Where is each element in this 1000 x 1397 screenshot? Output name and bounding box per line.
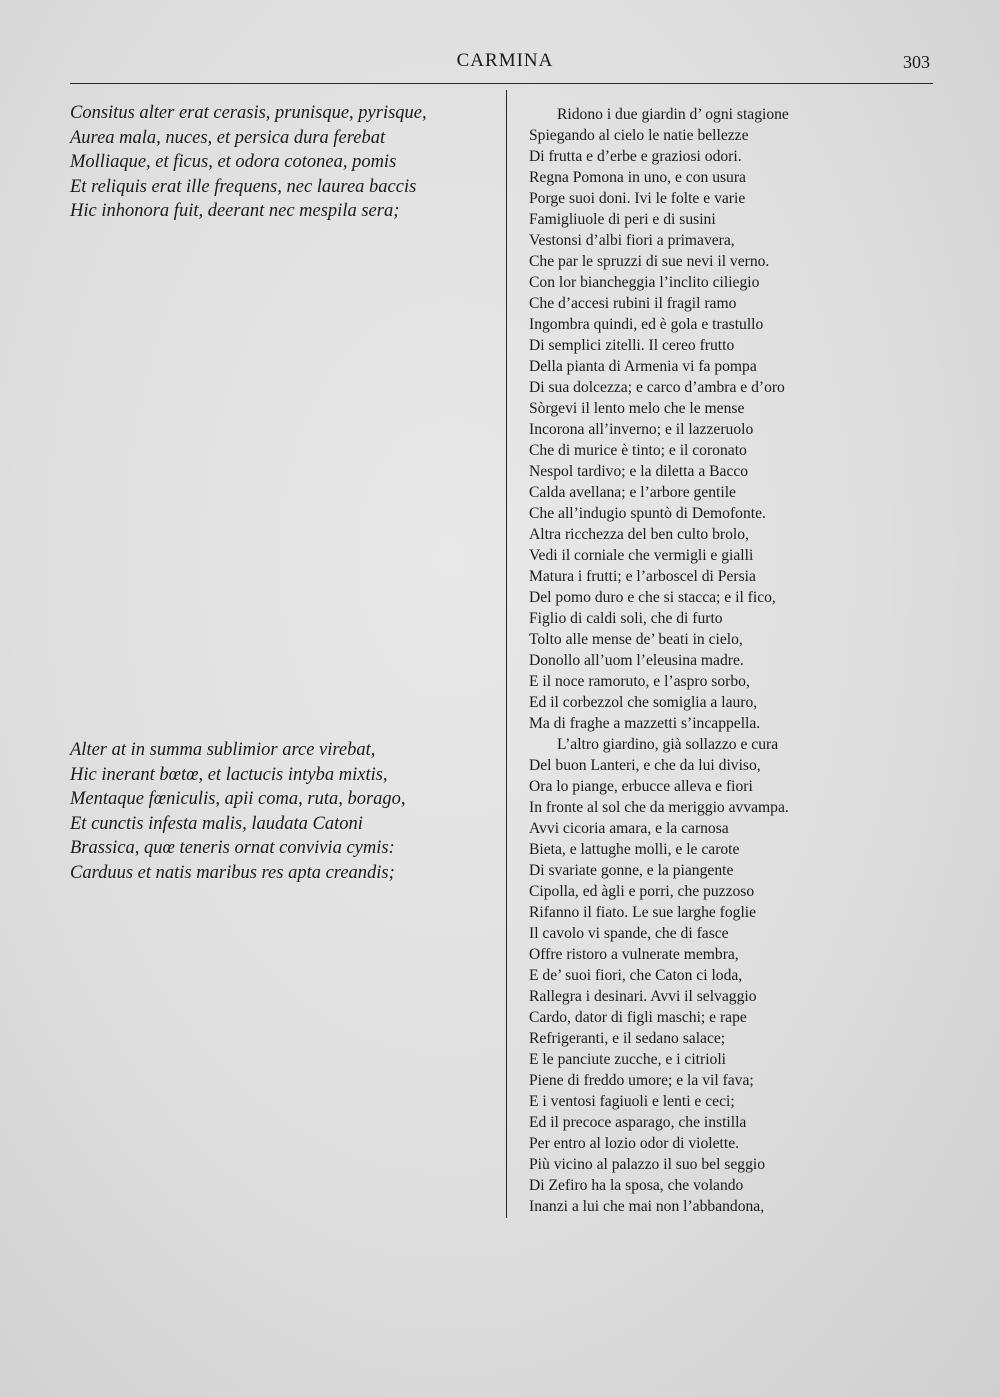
verse-line: Più vicino al palazzo il suo bel seggio [529,1156,766,1173]
running-title: CARMINA [456,50,554,71]
verse-line: Carduus et natis maribus res apta creandis; [70,862,395,883]
verse-line: Inanzi a lui che mai non l’abbandona, [529,1198,765,1215]
verse-line: Per entro al lozio odor di violette. [529,1135,740,1152]
verse-line: Cipolla, ed àgli e porri, che puzzoso [529,883,755,900]
verse-line: Che all’indugio spuntò di Demofonte. [529,505,766,522]
verse-line: Mentaque fœniculis, apii coma, ruta, borago, [70,789,406,809]
verse-line: L’altro giardino, già sollazzo e cura [557,736,779,753]
verse-line: Molliaque, et ficus, et odora cotonea, pomis [70,152,397,172]
verse-line: Consitus alter erat cerasis, prunisque, pyrisque, [70,103,427,123]
page-number: 303 [903,52,930,72]
verse-line: E i ventosi fagiuoli e lenti e ceci; [529,1093,735,1110]
verse-line: Di Zefiro ha la sposa, che volando [529,1177,744,1194]
verse-line: Ed il precoce asparago, che instilla [529,1114,747,1131]
verse-line: Che par le spruzzi di sue nevi il verno. [529,253,770,270]
verse-line: Hic inerant bœtœ, et lactucis intyba mixtis, [70,764,388,785]
verse-line: Cardo, dator di figli maschi; e rape [529,1009,747,1026]
verse-line: Offre ristoro a vulnerate membra, [529,946,739,963]
verse-line: Del pomo duro e che si stacca; e il fico, [529,589,776,606]
verse-line: E le panciute zucche, e i citrioli [529,1051,726,1068]
verse-line: Et cunctis infesta malis, laudata Catoni [70,813,363,834]
verse-line: Tolto alle mense de’ beati in cielo, [529,631,743,648]
verse-line: Ma di fraghe a mazzetti s’incappella. [529,715,761,732]
verse-line: Bieta, e lattughe molli, e le carote [529,841,740,858]
verse-line: Di frutta e d’erbe e graziosi odori. [529,148,742,165]
verse-line: Ora lo piange, erbucce alleva e fiori [529,778,753,795]
verse-line: Che di murice è tinto; e il coronato [529,442,747,459]
verse-line: Vestonsi d’albi fiori a primavera, [529,232,735,249]
verse-line: In fronte al sol che da meriggio avvampa. [529,799,789,816]
verse-line: Ridono i due giardin d’ ogni stagione [557,106,789,123]
verse-line: Figlio di caldi soli, che di furto [529,610,723,627]
verse-line: Brassica, quœ teneris ornat convivia cymis: [70,838,395,858]
verse-line: Famigliuole di peri e di susini [529,211,716,228]
verse-line: Piene di freddo umore; e la vil fava; [529,1072,754,1089]
verse-line: Vedi il corniale che vermigli e gialli [529,547,754,564]
latin-stanza-2 [70,738,406,885]
verse-line: Aurea mala, nuces, et persica dura ferebat [70,127,386,148]
header-rule [70,83,933,84]
verse-line: Di sua dolcezza; e carco d’ambra e d’oro [529,379,785,396]
column-divider [506,90,507,1218]
verse-line: E de’ suoi fiori, che Caton ci loda, [529,967,743,984]
verse-line: Donollo all’uom l’eleusina madre. [529,652,744,669]
verse-line: Regna Pomona in uno, e con usura [529,169,746,186]
verse-line: Nespol tardivo; e la diletta a Bacco [529,463,749,480]
verse-line: Del buon Lanteri, e che da lui diviso, [529,757,761,774]
verse-line: Refrigeranti, e il sedano salace; [529,1030,726,1047]
verse-line: Et reliquis erat ille frequens, nec laurea baccis [70,176,417,197]
verse-line: Ed il corbezzol che somiglia a lauro, [529,694,758,711]
verse-line: Rifanno il fiato. Le sue larghe foglie [529,904,757,921]
verse-line: Rallegra i desinari. Avvi il selvaggio [529,988,757,1005]
verse-line: Sòrgevi il lento melo che le mense [529,400,745,417]
verse-line: Matura i frutti; e l’arboscel di Persia [529,568,756,585]
verse-line: Che d’accesi rubini il fragil ramo [529,295,737,312]
verse-line: Il cavolo vi spande, che di fasce [529,925,729,942]
verse-line: Della pianta di Armenia vi fa pompa [529,358,757,375]
italian-translation [529,104,789,1217]
verse-line: Calda avellana; e l’arbore gentile [529,484,736,501]
verse-line: Porge suoi doni. Ivi le folte e varie [529,190,746,207]
verse-line: Con lor biancheggia l’inclito ciliegio [529,274,760,291]
verse-line: Spiegando al cielo le natie bellezze [529,127,749,144]
verse-line: E il noce ramoruto, e l’aspro sorbo, [529,673,750,690]
verse-line: Altra ricchezza del ben culto brolo, [529,526,749,543]
verse-line: Di svariate gonne, e la piangente [529,862,734,879]
verse-line: Di semplici zitelli. Il cereo frutto [529,337,735,354]
verse-line: Hic inhonora fuit, deerant nec mespila sera; [70,201,400,221]
verse-line: Incorona all’inverno; e il lazzeruolo [529,421,754,438]
verse-line: Alter at in summa sublimior arce virebat, [70,740,376,760]
verse-line: Avvi cicoria amara, e la carnosa [529,820,729,837]
latin-stanza-1 [70,101,427,224]
verse-line: Ingombra quindi, ed è gola e trastullo [529,316,764,333]
